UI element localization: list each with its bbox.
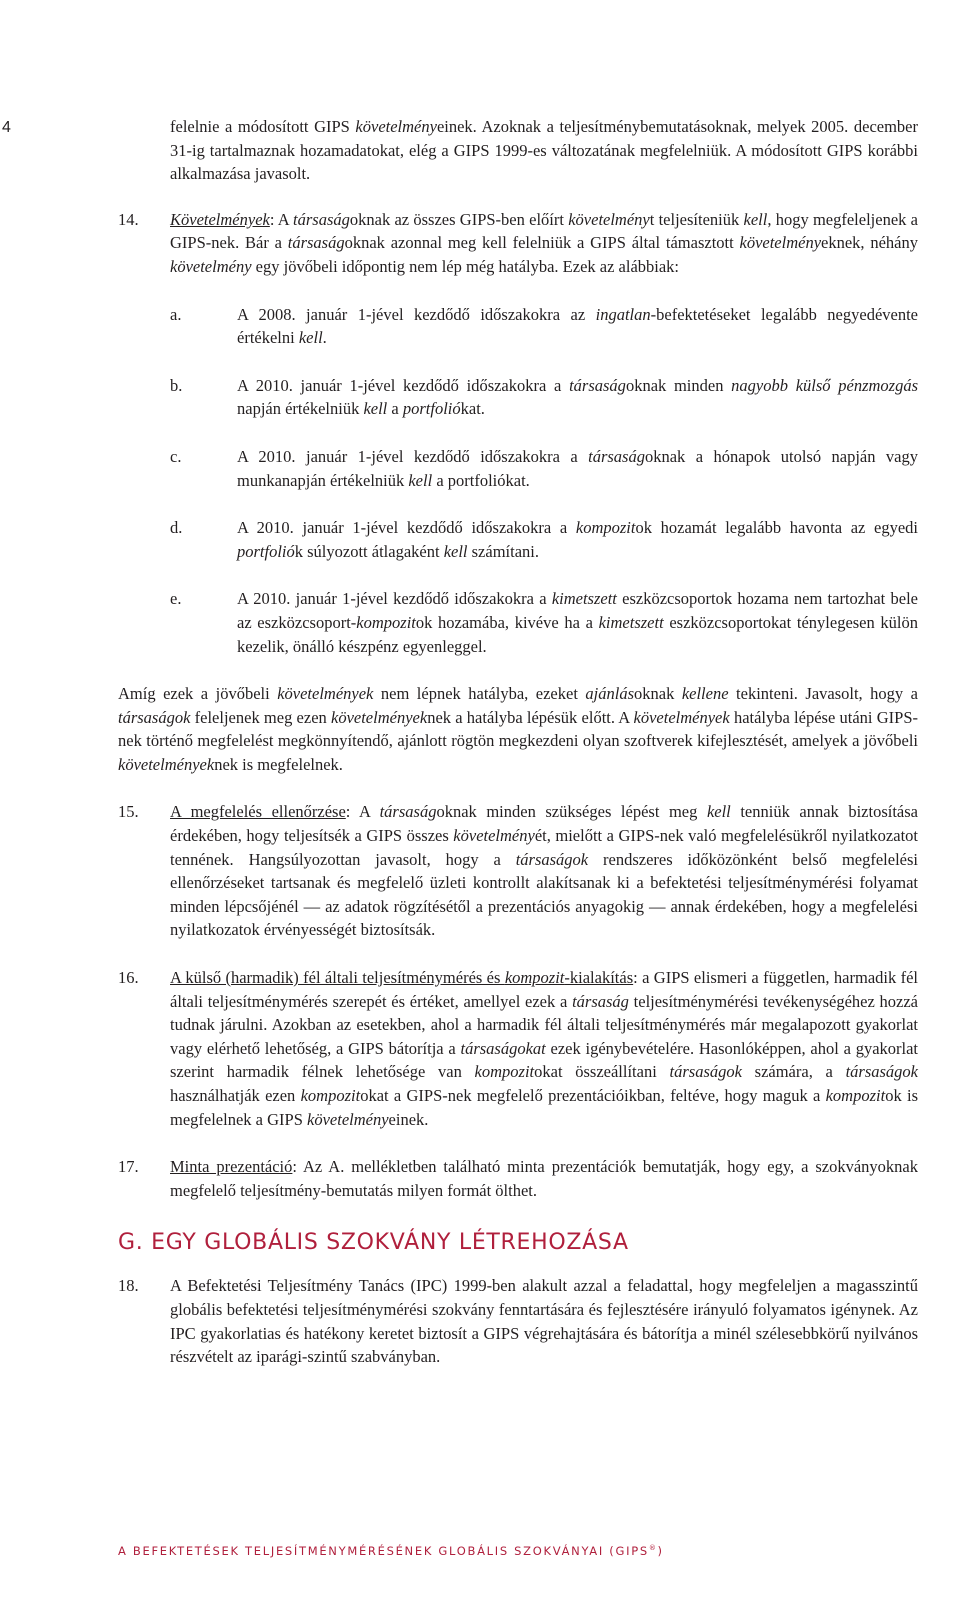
subitem-body: A 2010. január 1-jével kezdődő időszakokra a kimetszett eszközcsoportok hozama nem tartozhat bele az eszközcsoport-kompozitok hozamába, kivéve ha a kimetszett eszközcsoportokat ténylegesen külön kezelik, önálló készpénz egyenleggel.: [237, 589, 919, 656]
subitem-body: A 2010. január 1-jével kezdődő időszakokra a kompozitok hozamát legalább havonta az egyedi portfoliók súlyozott átlagaként kell számítani.: [237, 518, 919, 561]
item-heading: A megfelelés ellenőrzése: [170, 802, 346, 822]
item-heading: Követelmények: [170, 209, 270, 229]
item-heading: A külső (harmadik) fél általi teljesítménymérés és kompozit-kialakítás: [170, 968, 634, 988]
item-18: [118, 1274, 918, 1368]
subitem-letter: a.: [170, 304, 182, 324]
item-number: 14.: [118, 209, 139, 229]
item-number: 18.: [118, 1276, 139, 1296]
subitem-letter: e.: [170, 589, 182, 609]
subitem-body: A 2010. január 1-jével kezdődő időszakokra a társaságoknak minden nagyobb külső pénzmozgás napján értékelniük kell a portfoliókat.: [237, 375, 918, 419]
registered-mark: ®: [648, 1544, 658, 1552]
intro-paragraph: felelnie a módosított GIPS követelményeinek. Azoknak a teljesítménybemutatásoknak, melyek 2005. december 31-ig tartalmaznak hozamadatokat, elég a GIPS 1999-es változatának megfelelniük. A módosított GIPS korábbi alkalmazása javasolt.: [170, 117, 918, 184]
subitem-e: [170, 587, 918, 658]
subitem-letter: d.: [170, 518, 183, 538]
item-body: A megfelelés ellenőrzése: A társaságoknak minden szükséges lépést meg kell tenniük annak biztosítása érdekében, hogy teljesítsék a GIPS összes követelményét, mielőtt a GIPS-nek való megfelelésükről nyilatkozatot tennének. Hangsúlyozottan javasolt, hogy a társaságok rendszeres időközönként belső megfelelési ellenőrzéseket tartsanak és megfelelő üzleti kontrollt alakítsanak ki a befektetési teljesítménymérési folyamat minden lépcsőjénél — az adatok rögzítésétől a prezentációs anyagokig — annak érdekében, hogy a megfelelési nyilatkozatok érvényességét biztosítsák.: [170, 802, 918, 940]
subitem-b: [170, 374, 918, 421]
subitem-d: [170, 516, 918, 563]
item-16: [118, 966, 918, 1131]
key-term: követelmény: [355, 117, 437, 136]
item-number: 15.: [118, 802, 139, 822]
subitem-c: [170, 445, 918, 492]
future-requirements-paragraph: Amíg ezek a jövőbeli követelmények nem lépnek hatályba, ezeket ajánlásoknak kellene tekinteni. Javasolt, hogy a társaságok feleljenek meg ezen követelményeknek a hatályba lépésük előtt. A követelmények hatályba lépése utáni GIPS-nek történő megfelelést megkönnyítendő, ajánlott rögtön megkezdeni olyan szoftverek kifejlesztését, amelyek a jövőbeli követelményeknek is megfelelnek.: [118, 684, 918, 774]
subitem-letter: b.: [170, 375, 183, 395]
page-number: 4: [2, 119, 11, 136]
running-footer: A BEFEKTETÉSEK TELJESÍTMÉNYMÉRÉSÉNEK GLOBÁLIS SZOKVÁNYAI (GIPS®): [118, 1543, 664, 1558]
subitem-a: [170, 303, 918, 350]
item-17: [118, 1155, 918, 1202]
item-14: [118, 208, 918, 279]
item-body: A külső (harmadik) fél általi teljesítménymérés és kompozit-kialakítás: a GIPS elismeri a független, harmadik fél általi teljesítménymérés szerepét és értéket, amellyel ezek a társaság teljesítménymérési tevékenységéhez hozzá tudnak járulni. Azokban az esetekben, ahol a harmadik fél általi teljesítménymérés már megalapozott gyakorlat vagy elérhető lehetőség, a GIPS bátorítja a társaságokat ezek igénybevételére. Hasonlóképpen, ahol a gyakorlat szerint harmadik félnek lehetősége van kompozitokat összeállítani társaságok számára, a társaságok használhatják ezen kompozitokat a GIPS-nek megfelelő prezentációikban, feltéve, hogy maguk a kompozitok is megfelelnek a GIPS követelményeinek.: [170, 968, 919, 1129]
item-number: 16.: [118, 968, 139, 988]
subitem-body: A 2008. január 1-jével kezdődő időszakokra az ingatlan-befektetéseket legalább negyedévente értékelni kell.: [237, 304, 918, 348]
text-column: [118, 115, 918, 1369]
item-heading: Minta prezentáció: [170, 1157, 293, 1177]
item-15: [118, 800, 918, 942]
item-body: Minta prezentáció: Az A. mellékletben található minta prezentációk bemutatják, hogy egy, a szokványoknak megfelelő teljesítmény-bemutatás milyen formát ölthet.: [170, 1157, 918, 1200]
item-number: 17.: [118, 1157, 139, 1177]
item-body: A Befektetési Teljesítmény Tanács (IPC) 1999-ben alakult azzal a feladattal, hogy megfeleljen a magasszintű globális befektetési teljesítménymérési szokvány fenntartására és fejlesztésére irányuló folyamatos igénynek. Az IPC gyakorlatias és hatékony keretet biztosít a GIPS végrehajtására és bátorítja a minél szélesebbkörű nyilvános részvételt az iparági-szintű szabványban.: [170, 1276, 918, 1367]
section-heading: G. EGY GLOBÁLIS SZOKVÁNY LÉTREHOZÁSA: [118, 1230, 629, 1256]
subitem-letter: c.: [170, 446, 182, 466]
subitem-body: A 2010. január 1-jével kezdődő időszakokra a társaságoknak a hónapok utolsó napján vagy munkanapján értékelniük kell a portfoliókat.: [237, 446, 918, 490]
item-body: Követelmények: A társaságoknak az összes GIPS-ben előírt követelményt teljesíteniük kell, hogy megfeleljenek a GIPS-nek. Bár a társaságoknak azonnal meg kell felelniük a GIPS által támasztott követelményeknek, néhány követelmény egy jövőbeli időpontig nem lép még hatályba. Ezek az alábbiak:: [170, 209, 918, 276]
